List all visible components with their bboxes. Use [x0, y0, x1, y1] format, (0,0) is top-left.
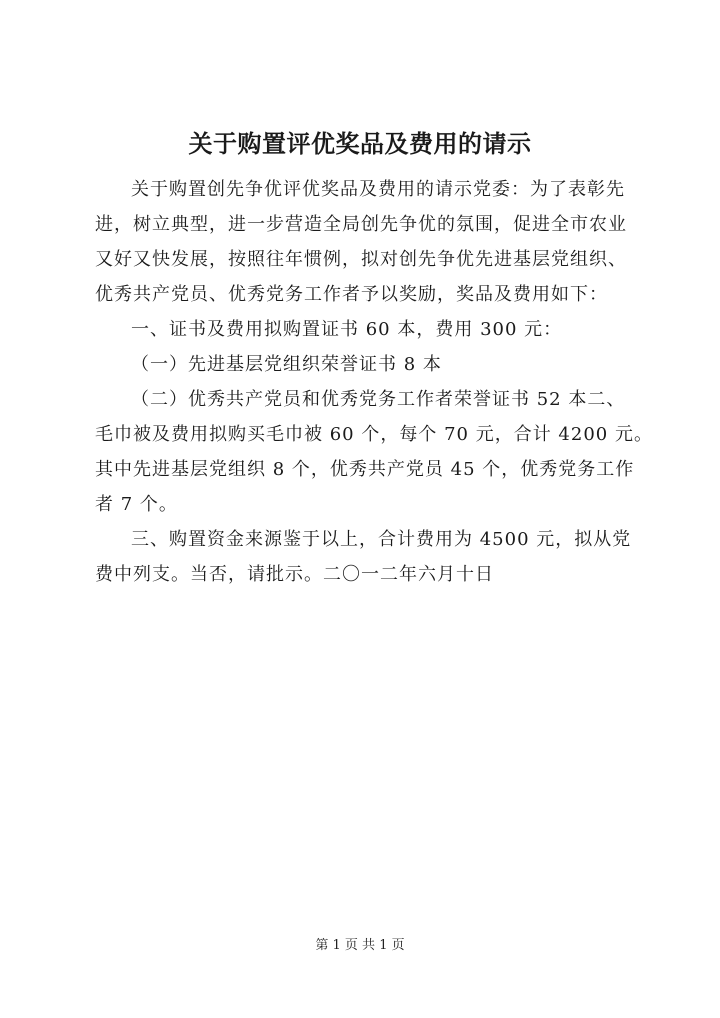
section-heading-line: 一、证书及费用拟购置证书 60 本，费用 300 元：	[131, 319, 563, 340]
section-heading-line: 三、购置资金来源鉴于以上，合计费用为 4500 元，拟从党	[131, 529, 632, 550]
paragraph-line: 关于购置创先争优评优奖品及费用的请示党委：为了表彰先	[131, 179, 625, 200]
subsection-line: （一）先进基层党组织荣誉证书 8 本	[131, 354, 442, 375]
paragraph-line: 费中列支。当否，请批示。二〇一二年六月十日	[95, 564, 494, 585]
document-body	[95, 172, 653, 592]
paragraph-line: 其中先进基层党组织 8 个，优秀共产党员 45 个，优秀党务工作	[95, 459, 635, 480]
paragraph-line: 进，树立典型，进一步营造全局创先争优的氛围，促进全市农业	[95, 214, 627, 235]
paragraph-line: 者 7 个。	[95, 494, 178, 515]
document-title: 关于购置评优奖品及费用的请示	[188, 129, 532, 158]
paragraph-line: 毛巾被及费用拟购买毛巾被 60 个，每个 70 元，合计 4200 元。	[95, 424, 653, 445]
page-number-footer: 第 1 页 共 1 页	[315, 938, 405, 953]
paragraph-line: 优秀共产党员、优秀党务工作者予以奖励，奖品及费用如下：	[95, 284, 608, 305]
paragraph-line: 又好又快发展，按照往年惯例，拟对创先争优先进基层党组织、	[95, 249, 627, 270]
subsection-line: （二）优秀共产党员和优秀党务工作者荣誉证书 52 本二、	[131, 389, 626, 410]
